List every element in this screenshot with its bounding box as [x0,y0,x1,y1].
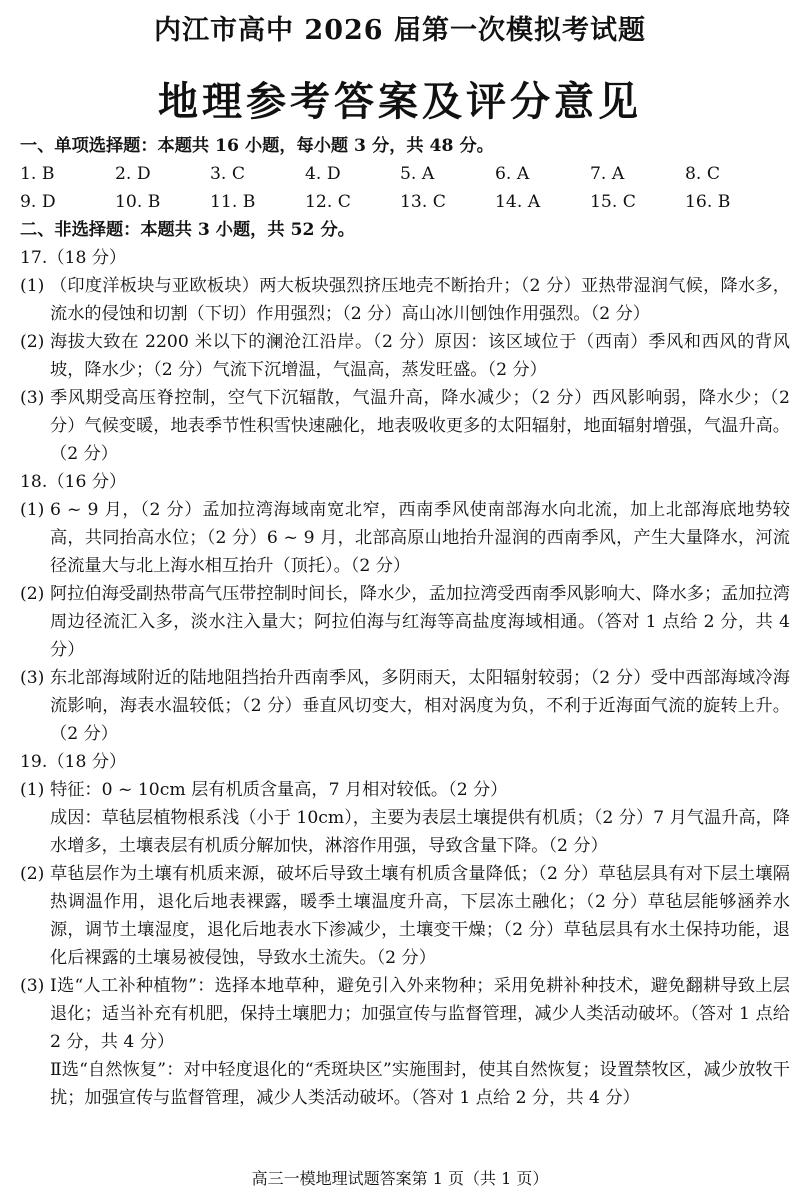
part-number: (2) [20,584,45,604]
exam-title: 内江市高中 2026 届第一次模拟考试题 [154,15,646,46]
answer-item: 7. A [590,164,625,184]
answer-item: 6. A [495,164,530,184]
answer-item: 13. C [400,192,446,212]
part-number: (2) [20,864,45,884]
answer-text: 东北部海域附近的陆地阻挡抬升西南季风，多阴雨天，太阳辐射较弱；（2 分）受中西部海域冷海流影响，海表水温较低；（2 分）垂直风切变大，相对涡度为负，不利于近海面气流的旋转上升。（2 分） [50,668,790,744]
page-footer: 高三一模地理试题答案第 1 页（共 1 页） [251,1169,549,1188]
q18-heading: 18.（16 分） [20,472,127,492]
q19-part3-option2: Ⅱ选“自然恢复”：对中轻度退化的“秃斑块区”实施围封，使其自然恢复；设置禁牧区，减少放牧干扰；加强宣传与监督管理，减少人类活动破坏。（答对 1 点给 2 分，共 4 分） [50,1060,790,1108]
part-number: (1) [20,500,45,520]
answer-text: 阿拉伯海受副热带高气压带控制时间长，降水少，孟加拉湾受西南季风影响大、降水多；孟加拉湾周边径流汇入多，淡水注入量大；阿拉伯海与红海等高盐度海域相通。（答对 1 点给 2 分，共 4 分） [50,584,790,660]
q18-part1 [20,496,790,580]
multiple-choice-answers [20,160,790,216]
answer-item: 1. B [20,164,55,184]
part-number: (3) [20,388,45,408]
answer-item: 3. C [210,164,246,184]
answer-item: 14. A [495,192,541,212]
answer-item: 10. B [115,192,161,212]
answer-text: 草毡层作为土壤有机质来源，破坏后导致土壤有机质含量降低；（2 分）草毡层具有对下层土壤隔热调温作用，退化后地表裸露，暖季土壤温度升高，下层冻土融化；（2 分）草毡层能够涵养水源，调节土壤湿度，退化后地表水下渗减少，土壤变干燥；（2 分）草毡层具有水土保持功能，退化后裸露的土壤易被侵蚀，导致水土流失。（2 分） [50,864,790,968]
answer-item: 15. C [590,192,636,212]
answer-content [20,132,790,1112]
part-number: (3) [20,976,45,996]
section1-heading: 一、单项选择题：本题共 16 小题，每小题 3 分，共 48 分。 [20,136,494,156]
q18-part3 [20,664,790,748]
part-number: (1) [20,276,45,296]
q18-part2 [20,580,790,664]
q19-part1 [20,776,790,804]
part-number: (1) [20,780,45,800]
q19-heading: 19.（18 分） [20,752,127,772]
answer-item: 12. C [305,192,351,212]
answer-item: 9. D [20,192,56,212]
answer-item: 11. B [210,192,256,212]
answer-item: 4. D [305,164,341,184]
answer-item: 5. A [400,164,435,184]
section2-heading: 二、非选择题：本题共 3 小题，共 52 分。 [20,220,355,240]
q19-part1-cause: 成因：草毡层植物根系浅（小于 10cm），主要为表层土壤提供有机质；（2 分）7 月气温升高，降水增多，土壤表层有机质分解加快，淋溶作用强，导致含量下降。（2 分） [50,808,790,856]
q17-part2 [20,328,790,384]
part-number: (2) [20,332,45,352]
answer-text: 季风期受高压脊控制，空气下沉辐散，气温升高，降水减少；（2 分）西风影响弱，降水少；（2 分）气候变暖，地表季节性积雪快速融化，地表吸收更多的太阳辐射，地面辐射增强，气温升高。（2 分） [50,388,790,464]
answer-item: 16. B [685,192,731,212]
q19-part3 [20,972,790,1056]
answer-key-title: 地理参考答案及评分意见 [158,78,642,125]
q17-part3 [20,384,790,468]
part-number: (3) [20,668,45,688]
answer-text: （印度洋板块与亚欧板块）两大板块强烈挤压地壳不断抬升；（2 分）亚热带湿润气候，降水多，流水的侵蚀和切割（下切）作用强烈；（2 分）高山冰川刨蚀作用强烈。（2 分） [50,276,790,324]
answer-item: 2. D [115,164,151,184]
q17-heading: 17.（18 分） [20,248,127,268]
answer-text: 6 ~ 9 月，（2 分）孟加拉湾海域南宽北窄，西南季风使南部海水向北流，加上北部海底地势较高，共同抬高水位；（2 分）6 ~ 9 月，北部高原山地抬升湿润的西南季风，产生大量降水，河流径流量大与北上海水相互抬升（顶托）。（2 分） [50,500,790,576]
answer-text: Ⅰ选“人工补种植物”：选择本地草种，避免引入外来物种；采用免耕补种技术，避免翻耕导致上层退化；适当补充有机肥，保持土壤肥力；加强宣传与监督管理，减少人类活动破坏。（答对 1 点给 2 分，共 4 分） [50,976,790,1052]
answer-text: 特征：0 ~ 10cm 层有机质含量高，7 月相对较低。（2 分） [50,780,508,800]
q17-part1 [20,272,790,328]
answer-text: 海拔大致在 2200 米以下的澜沧江沿岸。（2 分）原因：该区域位于（西南）季风和西风的背风坡，降水少；（2 分）气流下沉增温，气温高，蒸发旺盛。（2 分） [50,332,790,380]
q19-part2 [20,860,790,972]
answer-item: 8. C [685,164,721,184]
